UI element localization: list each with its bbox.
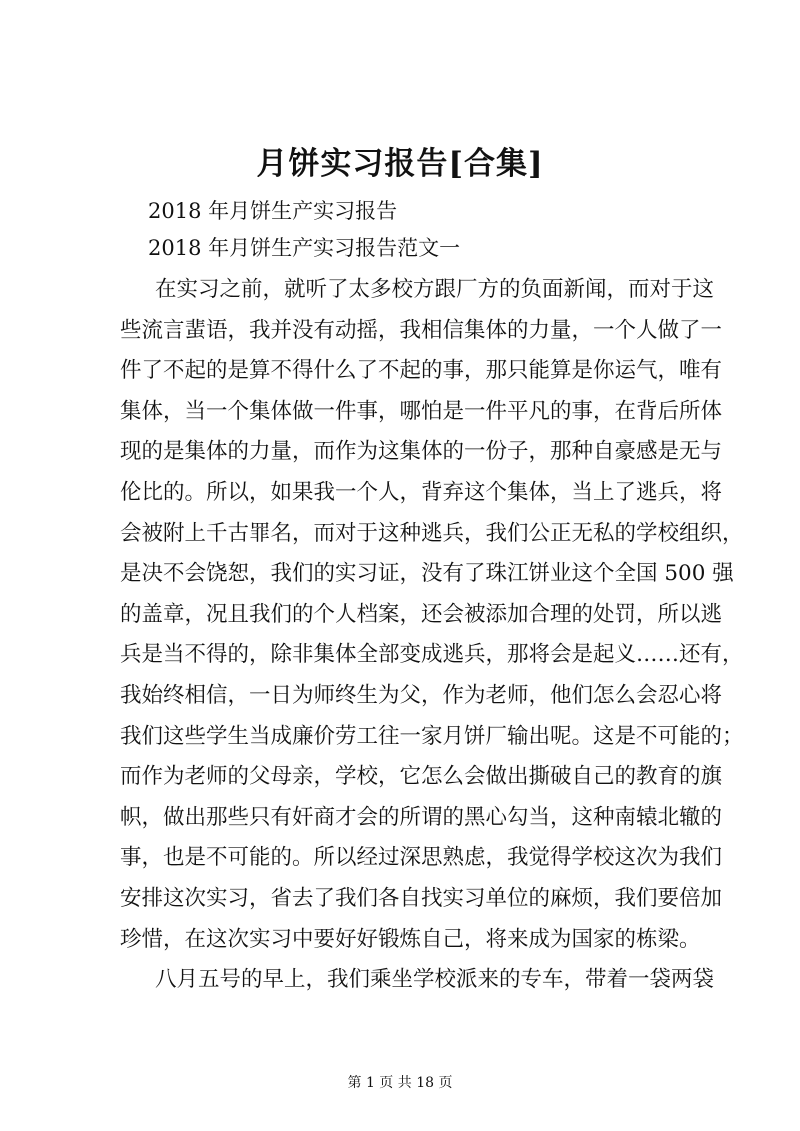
text-line: 珍惜，在这次实习中要好好锻炼自己，将来成为国家的栋梁。 bbox=[120, 926, 701, 952]
text-line: 在实习之前，就听了太多校方跟厂方的负面新闻，而对于这 bbox=[155, 277, 715, 302]
document-title: 月饼实习报告[合集] bbox=[256, 146, 544, 182]
text-line: 现的是集体的力量，而作为这集体的一份子，那种自豪感是无与 bbox=[120, 439, 723, 465]
text-line: 是决不会饶恕，我们的实习证，没有了珠江饼业这个全国 500 强 bbox=[120, 561, 734, 587]
text-line: 我始终相信，一日为师终生为父，作为老师，他们怎么会忍心将 bbox=[120, 683, 723, 708]
text-line: 安排这次实习，省去了我们各自找实习单位的麻烦，我们要倍加 bbox=[120, 886, 723, 911]
text-line: 我们这些学生当成廉价劳工往一家月饼厂输出呢。这是不可能的； bbox=[120, 723, 744, 749]
text-line: 会被附上千古罪名，而对于这种逃兵，我们公正无私的学校组织， bbox=[120, 520, 744, 546]
text-line: 事，也是不可能的。所以经过深思熟虑，我觉得学校这次为我们 bbox=[120, 845, 723, 871]
subsection-heading: 2018 年月饼生产实习报告范文一 bbox=[148, 236, 461, 260]
section-heading: 2018 年月饼生产实习报告 bbox=[148, 199, 398, 223]
text-line: 兵是当不得的，除非集体全部变成逃兵，那将会是起义……还有， bbox=[120, 642, 744, 668]
page-footer: 第 1 页 共 18 页 bbox=[347, 1075, 453, 1091]
text-line: 些流言蜚语，我并没有动摇，我相信集体的力量，一个人做了一 bbox=[120, 317, 723, 343]
text-line: 伦比的。所以，如果我一个人，背弃这个集体，当上了逃兵，将 bbox=[120, 480, 723, 505]
text-line: 帜，做出那些只有奸商才会的所谓的黑心勾当，这种南辕北辙的 bbox=[120, 804, 723, 830]
text-line: 件了不起的是算不得什么了不起的事，那只能算是你运气，唯有 bbox=[120, 358, 723, 384]
text-line: 而作为老师的父母亲，学校，它怎么会做出撕破自己的教育的旗 bbox=[120, 764, 723, 790]
text-line: 集体，当一个集体做一件事，哪怕是一件平凡的事，在背后所体 bbox=[120, 398, 723, 424]
text-line: 八月五号的早上，我们乘坐学校派来的专车，带着一袋两袋 bbox=[155, 967, 715, 993]
text-line: 的盖章，况且我们的个人档案，还会被添加合理的处罚，所以逃 bbox=[120, 601, 723, 627]
